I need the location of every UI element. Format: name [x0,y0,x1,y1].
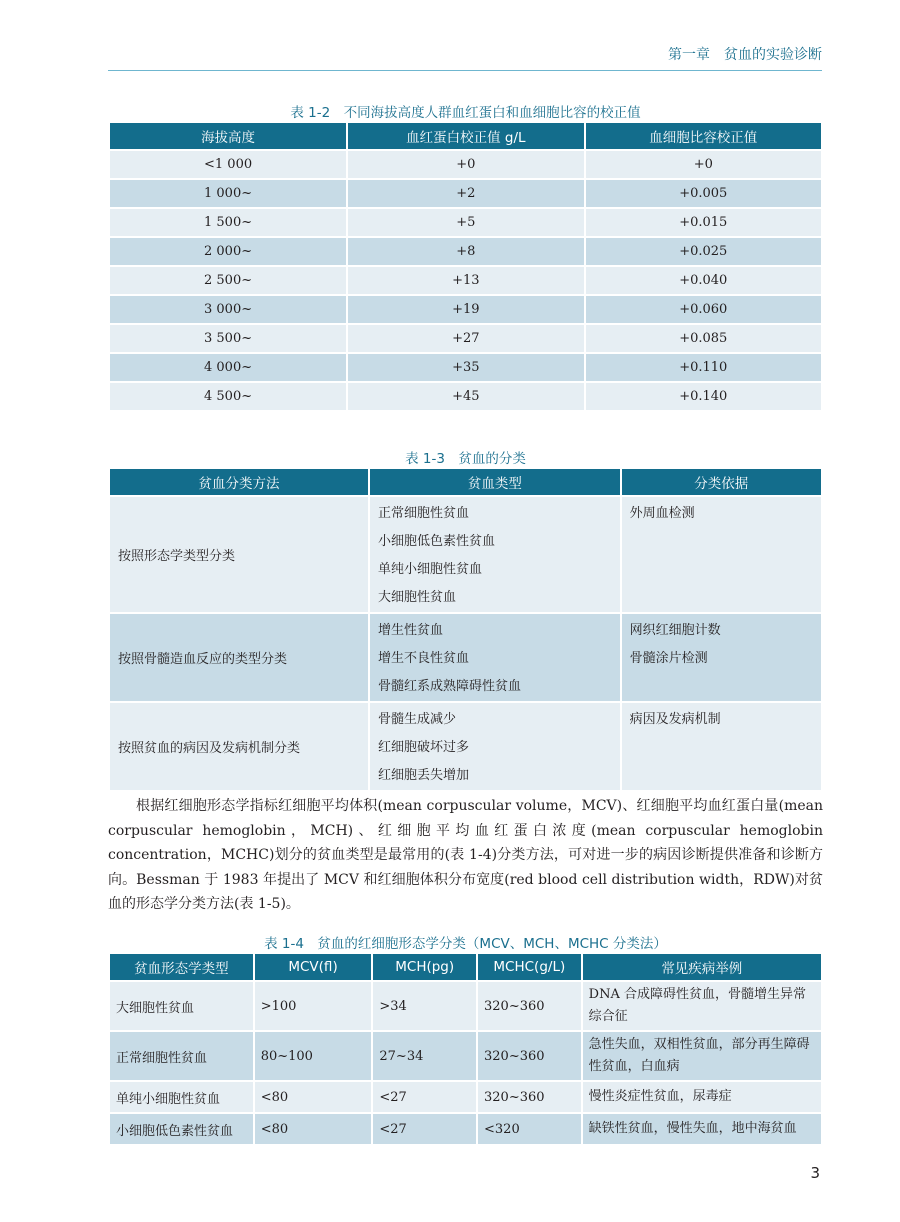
table-cell: >34 [373,982,476,1030]
column-header: 贫血形态学类型 [110,954,253,980]
table-cell: +0.085 [586,325,821,352]
table-cell: 单纯小细胞性贫血 [110,1082,253,1112]
table-header-row [110,469,821,495]
anemia-types-cell [370,497,620,612]
table-cell: +0.110 [586,354,821,381]
classification-basis: 外周血检测 [629,506,695,521]
table-row [110,614,821,701]
table-row [110,238,821,265]
table-row [110,151,821,178]
table-cell: 1 500~ [110,209,346,236]
table-cell: <80 [255,1114,372,1144]
table-cell: 小细胞低色素性贫血 [110,1114,253,1144]
column-header: MCV(fl) [255,954,372,980]
table-cell: 320~360 [478,982,581,1030]
column-header: 海拔高度 [110,123,346,149]
table-1-4 [108,952,823,1146]
classification-method: 按照形态学类型分类 [110,497,368,612]
table-row [110,267,821,294]
table-cell: <1 000 [110,151,346,178]
table-cell: <27 [373,1082,476,1112]
table-cell: 3 500~ [110,325,346,352]
table-cell: 1 000~ [110,180,346,207]
paragraph-text: 根据红细胞形态学指标红细胞平均体积(mean corpuscular volume，MCV)、红细胞平均血红蛋白量(mean corpuscular hemoglobin，MCH)、红细胞平均血红蛋白浓度(mean corpuscular hemoglobin concentration，MCHC)划分的贫血类型是最常用的(表 1-4)分类方法，可对进一步的病因诊断提供准备和诊断方向。Bessman 于 1983 年提出了 MCV 和红细胞体积分布宽度(red blood cell distribution width，RDW)对贫血的形态学分类方法(表 1-5)。 [108,798,823,912]
column-header: MCH(pg) [373,954,476,980]
column-header: 贫血类型 [370,469,620,495]
table-cell: +0.140 [586,383,821,410]
table-row [110,982,821,1030]
table-cell: 80~100 [255,1032,372,1080]
anemia-type: 大细胞性贫血 [378,590,457,605]
table-cell: +0.005 [586,180,821,207]
table-row [110,325,821,352]
table-1-2 [108,121,823,412]
anemia-type: 骨髓生成减少 [378,712,457,727]
page-number: 3 [810,1164,820,1182]
table-row [110,180,821,207]
table-cell: DNA 合成障碍性贫血，骨髓增生异常综合征 [583,982,821,1030]
table-cell: +2 [348,180,583,207]
running-head: 第一章 贫血的实验诊断 [108,44,822,71]
table-row [110,1032,821,1080]
table-cell: +0.025 [586,238,821,265]
table-cell: +19 [348,296,583,323]
table-cell: +45 [348,383,583,410]
column-header: 贫血分类方法 [110,469,368,495]
table-header-row [110,954,821,980]
table-cell: +0.040 [586,267,821,294]
anemia-types-cell [370,614,620,701]
table-row [110,1082,821,1112]
table-cell: 缺铁性贫血，慢性失血，地中海贫血 [583,1114,821,1144]
table-cell: <320 [478,1114,581,1144]
table-row [110,209,821,236]
table-cell: +0.015 [586,209,821,236]
classification-basis: 病因及发病机制 [629,712,721,727]
table-row [110,296,821,323]
table-cell: 急性失血，双相性贫血，部分再生障碍性贫血，白血病 [583,1032,821,1080]
table-cell: 正常细胞性贫血 [110,1032,253,1080]
anemia-type: 正常细胞性贫血 [378,506,470,521]
anemia-type: 红细胞丢失增加 [378,768,470,783]
classification-basis: 骨髓涂片检测 [629,651,708,666]
classification-basis-cell [622,497,821,612]
table-row [110,703,821,790]
table-cell: +27 [348,325,583,352]
table-cell: +0 [586,151,821,178]
column-header: MCHC(g/L) [478,954,581,980]
classification-basis-cell [622,614,821,701]
table-cell: <80 [255,1082,372,1112]
table-cell: +13 [348,267,583,294]
column-header: 血细胞比容校正值 [586,123,821,149]
anemia-type: 红细胞破坏过多 [378,740,470,755]
table-cell: 2 000~ [110,238,346,265]
table-1-3 [108,467,823,792]
table-row [110,1114,821,1144]
table-row [110,383,821,410]
table-cell: <27 [373,1114,476,1144]
table-row [110,354,821,381]
body-paragraph [108,794,823,917]
table-header-row [110,123,821,149]
table-row [110,497,821,612]
table-cell: 320~360 [478,1032,581,1080]
table-1-4-caption: 表 1-4 贫血的红细胞形态学分类（MCV、MCH、MCHC 分类法） [264,936,667,952]
table-cell: +35 [348,354,583,381]
table-cell: +5 [348,209,583,236]
classification-basis-cell [622,703,821,790]
anemia-type: 骨髓红系成熟障碍性贫血 [378,679,522,694]
column-header: 血红蛋白校正值 g/L [348,123,583,149]
table-1-2-caption: 表 1-2 不同海拔高度人群血红蛋白和血细胞比容的校正值 [290,105,641,121]
table-1-3-caption: 表 1-3 贫血的分类 [405,451,526,467]
column-header: 分类依据 [622,469,821,495]
table-cell: 4 500~ [110,383,346,410]
anemia-type: 小细胞低色素性贫血 [378,534,496,549]
column-header: 常见疾病举例 [583,954,821,980]
anemia-type: 增生性贫血 [378,623,444,638]
anemia-type: 增生不良性贫血 [378,651,470,666]
table-cell: 大细胞性贫血 [110,982,253,1030]
table-cell: 320~360 [478,1082,581,1112]
table-cell: 慢性炎症性贫血，尿毒症 [583,1082,821,1112]
classification-basis: 网织红细胞计数 [629,623,721,638]
table-cell: 3 000~ [110,296,346,323]
table-cell: >100 [255,982,372,1030]
classification-method: 按照贫血的病因及发病机制分类 [110,703,368,790]
classification-method: 按照骨髓造血反应的类型分类 [110,614,368,701]
table-cell: 27~34 [373,1032,476,1080]
table-cell: +0 [348,151,583,178]
table-cell: +8 [348,238,583,265]
anemia-types-cell [370,703,620,790]
anemia-type: 单纯小细胞性贫血 [378,562,483,577]
table-cell: 2 500~ [110,267,346,294]
table-cell: +0.060 [586,296,821,323]
table-cell: 4 000~ [110,354,346,381]
